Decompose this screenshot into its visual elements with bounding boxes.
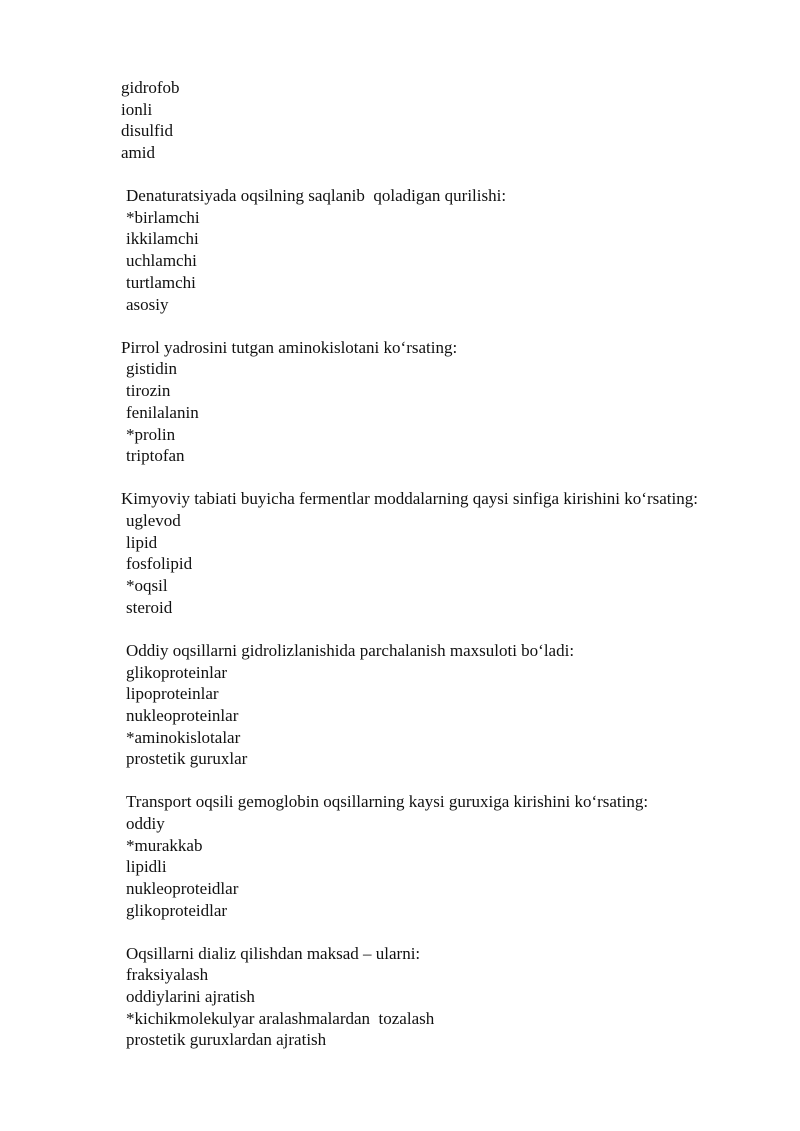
question-option: *murakkab: [126, 836, 203, 855]
question-option: uglevod: [126, 511, 181, 530]
question-option: glikoproteidlar: [126, 901, 228, 920]
question-option: *prolin: [126, 425, 176, 444]
question-option: *aminokislotalar: [126, 728, 241, 747]
question-option: *kichikmolekulyar aralashmalardan tozalash: [126, 1009, 435, 1028]
question-text: Oqsillarni dializ qilishdan maksad – ularni:: [126, 944, 421, 963]
intro-option: amid: [121, 143, 155, 162]
intro-option: ionli: [121, 100, 153, 119]
question-option: triptofan: [126, 446, 185, 465]
question-text: Kimyoviy tabiati buyicha fermentlar moddalarning qaysi sinfiga kirishini koʻrsating:: [121, 489, 698, 508]
question-text: Pirrol yadrosini tutgan aminokislotani koʻrsating:: [121, 338, 458, 357]
question-option: *birlamchi: [126, 208, 200, 227]
question-option: oddiy: [126, 814, 165, 833]
question-option: ikkilamchi: [126, 229, 199, 248]
question-option: glikoproteinlar: [126, 663, 228, 682]
question-option: steroid: [126, 598, 173, 617]
question-option: fraksiyalash: [126, 965, 209, 984]
question-option: nukleoproteidlar: [126, 879, 239, 898]
question-option: gistidin: [126, 359, 178, 378]
question-option: prostetik guruxlardan ajratish: [126, 1030, 327, 1049]
question-option: uchlamchi: [126, 251, 197, 270]
question-option: lipid: [126, 533, 158, 552]
question-option: *oqsil: [126, 576, 168, 595]
question-option: oddiylarini ajratish: [126, 987, 255, 1006]
intro-option: disulfid: [121, 121, 173, 140]
question-option: fenilalanin: [126, 403, 199, 422]
question-option: turtlamchi: [126, 273, 196, 292]
question-option: nukleoproteinlar: [126, 706, 239, 725]
question-option: fosfolipid: [126, 554, 193, 573]
question-option: lipidli: [126, 857, 167, 876]
question-option: prostetik guruxlar: [126, 749, 248, 768]
question-option: asosiy: [126, 295, 169, 314]
question-text: Denaturatsiyada oqsilning saqlanib qoladigan qurilishi:: [126, 186, 507, 205]
question-text: Transport oqsili gemoglobin oqsillarning kaysi guruxiga kirishini koʻrsating:: [126, 792, 649, 811]
question-text: Oddiy oqsillarni gidrolizlanishida parchalanish maxsuloti boʻladi:: [126, 641, 575, 660]
intro-option: gidrofob: [121, 78, 180, 97]
question-option: lipoproteinlar: [126, 684, 219, 703]
question-option: tirozin: [126, 381, 171, 400]
